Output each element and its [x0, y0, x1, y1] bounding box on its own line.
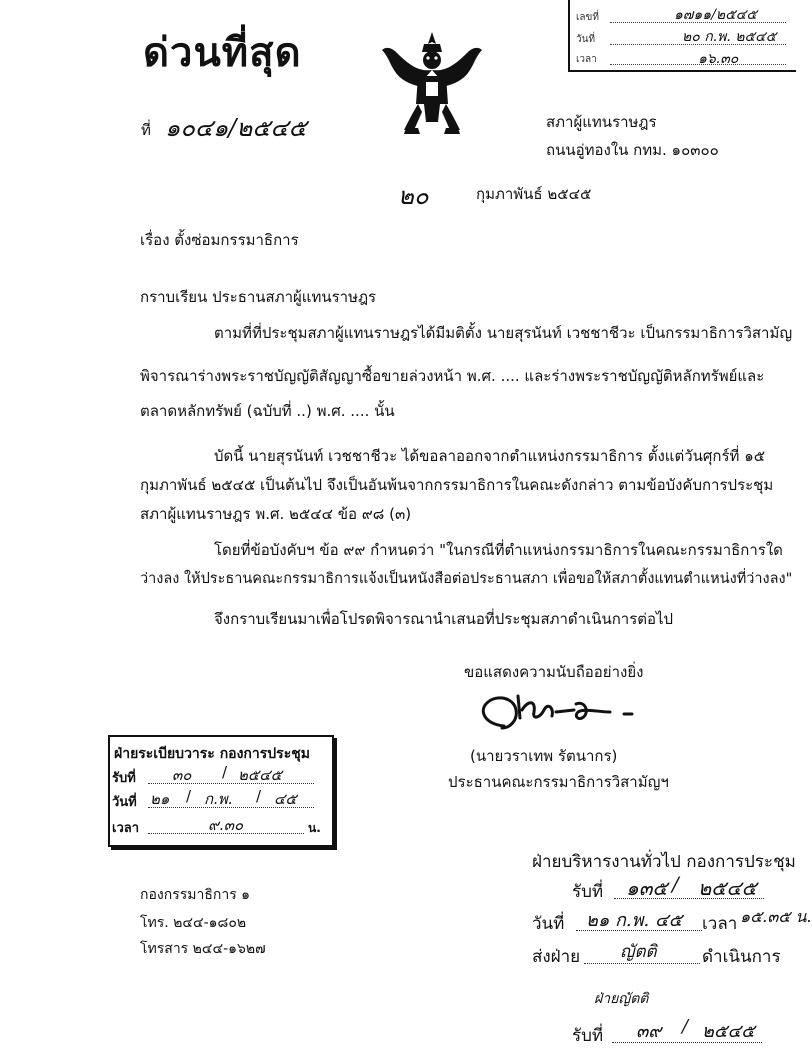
admin-stamp-time: ๑๕.๓๕ น.	[740, 907, 812, 926]
admin-stamp-recv-year: ๒๕๔๕	[698, 876, 757, 900]
agenda-stamp-number: ๓๐	[172, 766, 192, 784]
admin-stamp-action-label: ดำเนินการ	[702, 947, 781, 967]
agenda-stamp-year: ๒๕๔๕	[238, 766, 282, 784]
contact-dept: กองกรรมาธิการ ๑	[140, 887, 251, 903]
date-day: ๒๐	[398, 182, 429, 210]
subject-line: เรื่อง ตั้งซ่อมกรรมาธิการ	[140, 231, 299, 249]
stamp-date: ๒๐ ก.พ. ๒๕๔๕	[682, 29, 777, 45]
agenda-receipt-stamp: ฝ่ายระเบียบวาระ กองการประชุม รับที่ ๓๐ / ๒๕๔๕ วันที่ ๒๑ / ก.พ. / ๔๕ เวลา ๙.๓๐ น.	[108, 735, 334, 847]
stamp-label-number: เลขที่	[576, 12, 599, 23]
urgent-label: ด่วนที่สุด	[143, 30, 302, 76]
contact-fax: โทรสาร ๒๔๔-๑๖๒๗	[140, 941, 266, 957]
admin-stamp-date-label: วันที่	[532, 914, 565, 934]
stamp-number: ๑๗๑๑/๒๕๔๕	[674, 7, 757, 23]
stamp-label-date: วันที่	[576, 34, 596, 45]
garuda-emblem-icon	[378, 30, 486, 138]
admin-stamp-title: ฝ่ายบริหารงานทั่วไป กองการประชุม	[532, 852, 796, 872]
agenda-stamp-label-date: วันที่	[112, 795, 137, 810]
agenda-stamp-label-time: เวลา	[112, 821, 140, 836]
agenda-stamp-day: ๒๑	[150, 790, 170, 808]
admin-stamp-date: ๒๑ ก.พ. ๔๕	[586, 910, 683, 931]
date-month-year: กุมภาพันธ์ ๒๕๔๕	[476, 185, 592, 203]
motion-recv-label: รับที่	[572, 1026, 604, 1046]
motion-recv-year: ๒๕๔๕	[702, 1021, 755, 1042]
admin-stamp-recv-label: รับที่	[572, 882, 604, 902]
paragraph-3-line-1: โดยที่ข้อบังคับฯ ข้อ ๙๙ กำหนดว่า "ในกรณีที่ตำแหน่งกรรมาธิการในคณะกรรมาธิการใด	[214, 541, 783, 559]
stamp-label-time: เวลา	[576, 54, 597, 65]
paragraph-4-line-1: จึงกราบเรียนมาเพื่อโปรดพิจารณานำเสนอที่ประชุมสภาดำเนินการต่อไป	[214, 610, 674, 628]
stamp-time: ๑๖.๓๐	[698, 51, 739, 67]
contact-tel: โทร. ๒๔๔-๑๘๐๒	[140, 915, 247, 931]
paragraph-1-line-3: ตลาดหลักทรัพย์ (ฉบับที่ ..) พ.ศ. .... นั้น	[140, 402, 395, 420]
doc-number: ๑๐๔๑/๒๕๔๕	[165, 114, 307, 142]
org-address: ถนนอู่ทองใน กทม. ๑๐๓๐๐	[546, 141, 719, 159]
agenda-stamp-time: ๙.๓๐	[208, 816, 244, 834]
closing-line: ขอแสดงความนับถืออย่างยิ่ง	[464, 663, 644, 681]
agenda-stamp-unit: น.	[308, 821, 321, 835]
paragraph-1-line-2: พิจารณาร่างพระราชบัญญัติสัญญาซื้อขายล่วงหน้า พ.ศ. .... และร่างพระราชบัญญัติหลักทรัพย์และ	[140, 367, 765, 385]
motion-section-title: ฝ่ายญัตติ	[594, 991, 649, 1007]
agenda-stamp-yy: ๔๕	[274, 790, 297, 808]
paragraph-3-line-2: ว่างลง ให้ประธานคณะกรรมาธิการแจ้งเป็นหนังสือต่อประธานสภา เพื่อขอให้สภาตั้งแทนตำแหน่งที่ว่างลง"	[140, 571, 793, 587]
admin-stamp-send-label: ส่งฝ่าย	[532, 947, 581, 967]
motion-recv-no: ๓๙	[636, 1021, 662, 1042]
signature-icon	[474, 688, 664, 736]
paragraph-2-line-1: บัดนี้ นายสุรนันท์ เวชชาชีวะ ได้ขอลาออกจากตำแหน่งกรรมาธิการ ตั้งแต่วันศุกร์ที่ ๑๕	[214, 447, 766, 465]
org-name: สภาผู้แทนราษฎร	[546, 113, 657, 131]
doc-number-label: ที่	[141, 121, 151, 139]
salutation-line: กราบเรียน ประธานสภาผู้แทนราษฎร	[140, 288, 377, 306]
admin-stamp-recv-no: ๑๓๕	[626, 876, 668, 900]
admin-stamp-time-label: เวลา	[702, 914, 738, 934]
agenda-stamp-title: ฝ่ายระเบียบวาระ กองการประชุม	[114, 746, 310, 762]
admin-stamp-send-value: ญัตติ	[620, 942, 657, 962]
signer-title: ประธานคณะกรรมาธิการวิสามัญฯ	[448, 773, 669, 791]
paragraph-2-line-2: กุมภาพันธ์ ๒๕๔๕ เป็นต้นไป จึงเป็นอันพ้นจากกรรมาธิการในคณะดังกล่าว ตามข้อบังคับการประชุม	[140, 476, 774, 494]
paragraph-2-line-3: สภาผู้แทนราษฎร พ.ศ. ๒๕๔๔ ข้อ ๙๘ (๓)	[140, 505, 412, 523]
agenda-stamp-month: ก.พ.	[204, 790, 233, 808]
received-stamp-top	[568, 0, 796, 72]
agenda-stamp-label-number: รับที่	[112, 771, 136, 786]
paragraph-1-line-1: ตามที่ที่ประชุมสภาผู้แทนราษฎรได้มีมติตั้ง นายสุรนันท์ เวชชาชีวะ เป็นกรรมาธิการวิสามัญ	[214, 324, 793, 342]
signer-name: (นายวราเทพ รัตนากร)	[470, 747, 618, 765]
